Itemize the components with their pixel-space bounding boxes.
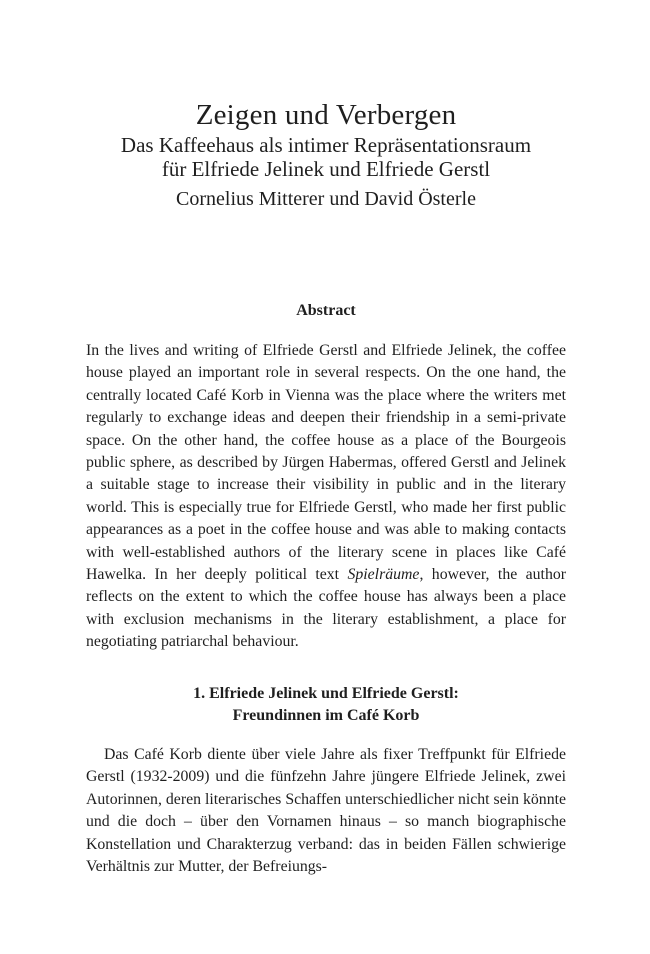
section-1-paragraph: Das Café Korb diente über viele Jahre als fixer Treffpunkt für Elfriede Gerstl (1932-2009) und die fünfzehn Jahre jüngere Elfriede Jelinek, zwei Autorinnen, deren literarisches Schaffen unterschiedlicher nicht sein könnte und die doch – über den Vornamen hinaus – so manch biographische Konstellation und Charakterzug verband: das in beiden Fällen schwierige Verhältnis zur Mutter, der Befreiungs- [86,746,566,876]
subtitle-line-2: für Elfriede Jelinek und Elfriede Gerstl [161,156,491,181]
abstract-text-part-1: In the lives and writing of Elfriede Gerstl and Elfriede Jelinek, the coffee house played an important role in several respects. On the one hand, the centrally located Café Korb in Vienna was the place where the writers met regularly to exchange ideas and deepen their friendship in a semi-private space. On the other hand, the coffee house as a place of the Bourgeois public sphere, as described by Jürgen Habermas, offered Gerstl and Jelinek a suitable stage to increase their visibility in public and in the literary world. This is especially true for Elfriede Gerstl, who made her first public appearances as a poet in the coffee house and was able to making contacts with well-established authors of the literary scene in places like Café Hawelka. In her deeply political text [86,342,566,584]
abstract-italic-title: Spielräume [347,566,420,584]
abstract-text-part-2: , however, the author reflects on the extent to which the coffee house has always been a place with exclusion mechanisms in the literary establishment, a place for negotiating patriarchal behaviour. [86,566,566,651]
abstract-heading: Abstract [296,302,356,319]
section-1-heading [86,683,566,727]
paper-subtitle [86,134,566,181]
section-1-heading-line-2: Freundinnen im Café Korb [232,707,420,724]
paper-authors: Cornelius Mitterer und David Österle [176,188,476,210]
section-1-heading-line-1: 1. Elfriede Jelinek und Elfriede Gerstl: [193,685,459,702]
subtitle-line-1: Das Kaffeehaus als intimer Repräsentationsraum [120,133,532,157]
abstract-text [86,340,566,654]
paper-title: Zeigen und Verbergen [195,99,457,131]
